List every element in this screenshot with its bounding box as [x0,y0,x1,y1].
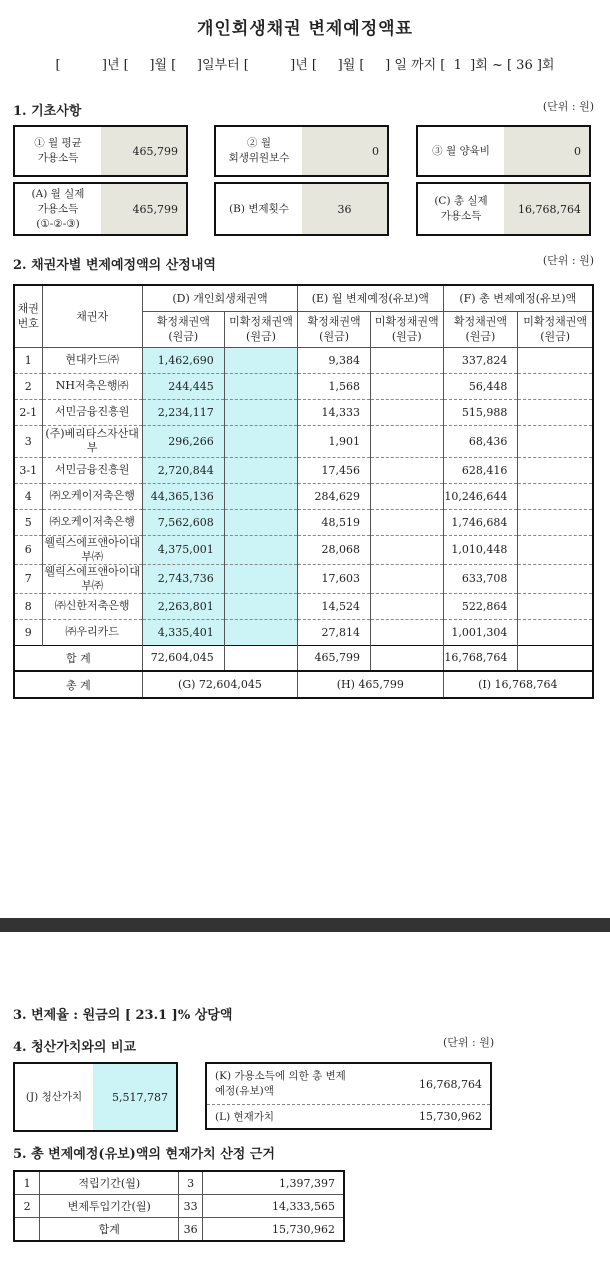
d-unconfirmed [224,347,297,373]
trustee-fee-label: ② 월 회생위원보수 [228,137,290,164]
e-confirmed: 284,629 [298,483,371,509]
d-unconfirmed [224,535,297,564]
total-income-value: 16,768,764 [504,184,589,234]
payment-count-value: 36 [302,184,387,234]
page-title: 개인회생채권 변제예정액표 [197,19,413,39]
box-total-income [416,182,591,236]
col-header-f-unconfirmed: 미확정채권액 (원금) [518,311,593,347]
pv-months: 3 [179,1171,203,1195]
creditor-name: 웰릭스에프앤아이대 부㈜ [42,535,142,564]
l-value: 15,730,962 [419,1110,482,1123]
box-avg-income [13,125,188,177]
f-unconfirmed [518,619,593,645]
f-confirmed: 337,824 [443,347,518,373]
creditor-name: 웰릭스에프앤아이대 부㈜ [42,564,142,593]
col-header-e-unconfirmed: 미확정채권액 (원금) [371,311,444,347]
d-unconfirmed [224,373,297,399]
f-unconfirmed [518,399,593,425]
creditor-name: ㈜우리카드 [42,619,142,645]
f-unconfirmed [518,535,593,564]
e-confirmed: 17,603 [298,564,371,593]
section1-unit: (단위 : 원) [542,100,594,113]
e-unconfirmed [371,347,444,373]
e-unconfirmed [371,399,444,425]
creditor-no: 2 [14,373,42,399]
e-unconfirmed [371,593,444,619]
col-header-f: (F) 총 변제예정(유보)액 [443,285,593,311]
pv-label: 적립기간(월) [40,1171,179,1195]
e-confirmed: 14,333 [298,399,371,425]
creditor-no: 9 [14,619,42,645]
section5-title: 5. 총 변제예정(유보)액의 현재가치 산정 근거 [13,1147,275,1162]
pv-amount: 1,397,397 [203,1171,344,1195]
avg-income-value: 465,799 [101,127,186,175]
total-e: 465,799 [298,645,371,671]
f-unconfirmed [518,373,593,399]
e-unconfirmed [371,373,444,399]
total-f: 16,768,764 [443,645,518,671]
box-trustee-fee [214,125,389,177]
col-header-d-confirmed: 확정채권액 (원금) [142,311,224,347]
k-label: (K) 가용소득에 의한 총 변제 예정(유보)액 [215,1070,346,1097]
f-confirmed: 633,708 [443,564,518,593]
f-confirmed: 628,416 [443,457,518,483]
d-confirmed: 296,266 [142,425,224,457]
e-confirmed: 14,524 [298,593,371,619]
d-unconfirmed [224,619,297,645]
d-unconfirmed [224,457,297,483]
pv-row [14,1218,344,1242]
creditor-name: ㈜신한저축은행 [42,593,142,619]
col-header-no: 채권 번호 [14,285,42,347]
pv-row [14,1195,344,1218]
creditor-no: 6 [14,535,42,564]
total-income-label: (C) 총 실제 가용소득 [434,195,488,222]
f-confirmed: 68,436 [443,425,518,457]
pv-months: 36 [179,1218,203,1242]
creditor-no: 3 [14,425,42,457]
l-label: (L) 현재가치 [215,1111,275,1123]
col-header-d: (D) 개인회생채권액 [142,285,297,311]
creditor-row [14,619,593,645]
col-header-d-unconfirmed: 미확정채권액 (원금) [224,311,297,347]
f-confirmed: 1,746,684 [443,509,518,535]
real-income-label: (A) 월 실제 가용소득 (①-②-③) [31,187,85,230]
avg-income-label: ① 월 평균 가용소득 [34,137,82,164]
box-liquidation-value [13,1062,178,1132]
real-income-value: 465,799 [101,184,186,234]
d-unconfirmed [224,425,297,457]
creditor-row [14,457,593,483]
total-label: 합 계 [14,645,142,671]
d-confirmed: 2,743,736 [142,564,224,593]
grand-total-label: 총 계 [14,671,142,698]
e-confirmed: 27,814 [298,619,371,645]
grand-total-g: (G) 72,604,045 [142,671,297,698]
box-real-income [13,182,188,236]
box-child-support [416,125,591,177]
box-payment-count [214,182,389,236]
creditor-no: 3-1 [14,457,42,483]
f-confirmed: 1,010,448 [443,535,518,564]
e-confirmed: 1,568 [298,373,371,399]
grand-total-i: (I) 16,768,764 [443,671,593,698]
creditor-no: 8 [14,593,42,619]
creditor-name: 서민금융진흥원 [42,399,142,425]
grand-total-h: (H) 465,799 [298,671,443,698]
d-unconfirmed [224,593,297,619]
d-unconfirmed [224,509,297,535]
pv-no: 2 [14,1195,40,1218]
creditor-name: 서민금융진흥원 [42,457,142,483]
payment-period: [ ]년 [ ]월 [ ]일부터 [ ]년 [ ]월 [ ] 일 까지 [ 1 ]회 ~ [ 36 ]회 [55,58,555,73]
f-unconfirmed [518,425,593,457]
creditor-row [14,425,593,457]
creditor-row [14,593,593,619]
section4-unit: (단위 : 원) [443,1036,495,1049]
pv-row [14,1171,344,1195]
creditor-name: NH저축은행㈜ [42,373,142,399]
e-unconfirmed [371,564,444,593]
e-confirmed: 48,519 [298,509,371,535]
d-unconfirmed [224,483,297,509]
pv-amount: 15,730,962 [203,1218,344,1242]
f-unconfirmed [518,593,593,619]
creditor-row [14,564,593,593]
d-confirmed: 7,562,608 [142,509,224,535]
liquidation-label: (J) 청산가치 [25,1090,83,1103]
pv-months: 33 [179,1195,203,1218]
pv-amount: 14,333,565 [203,1195,344,1218]
d-unconfirmed [224,399,297,425]
creditor-row [14,347,593,373]
e-confirmed: 28,068 [298,535,371,564]
creditor-no: 1 [14,347,42,373]
creditor-row [14,535,593,564]
f-confirmed: 56,448 [443,373,518,399]
creditor-no: 4 [14,483,42,509]
child-support-label: ③ 월 양육비 [432,144,490,157]
col-header-e-confirmed: 확정채권액 (원금) [298,311,371,347]
d-confirmed: 2,263,801 [142,593,224,619]
pv-label: 변제투입기간(월) [40,1195,179,1218]
section3-title: 3. 변제율 : 원금의 [ 23.1 ]% 상당액 [13,1008,233,1023]
col-header-e: (E) 월 변제예정(유보)액 [298,285,443,311]
f-confirmed: 515,988 [443,399,518,425]
section4-title: 4. 청산가치와의 비교 [13,1040,137,1055]
section2-unit: (단위 : 원) [542,254,594,267]
page-separator [0,918,610,932]
liquidation-value: 5,517,787 [93,1064,176,1130]
e-unconfirmed [371,535,444,564]
payment-count-label: (B) 변제횟수 [229,202,289,215]
creditor-table [13,284,594,699]
pv-label: 합계 [40,1218,179,1242]
f-confirmed: 10,246,644 [443,483,518,509]
f-confirmed: 1,001,304 [443,619,518,645]
d-confirmed: 4,375,001 [142,535,224,564]
present-value-table [13,1170,345,1242]
f-unconfirmed [518,509,593,535]
creditor-row [14,509,593,535]
f-confirmed: 522,864 [443,593,518,619]
e-confirmed: 17,456 [298,457,371,483]
creditor-name: ㈜오케이저축은행 [42,483,142,509]
e-unconfirmed [371,425,444,457]
e-unconfirmed [371,619,444,645]
f-unconfirmed [518,457,593,483]
col-header-f-confirmed: 확정채권액 (원금) [443,311,518,347]
col-header-creditor: 채권자 [42,285,142,347]
creditor-name: 현대카드㈜ [42,347,142,373]
section2-title: 2. 채권자별 변제예정액의 산정내역 [13,258,216,273]
creditor-no: 2-1 [14,399,42,425]
e-unconfirmed [371,509,444,535]
f-unconfirmed [518,347,593,373]
creditor-name: (주)베리타스자산대 부 [42,425,142,457]
d-confirmed: 4,335,401 [142,619,224,645]
e-unconfirmed [371,483,444,509]
d-unconfirmed [224,564,297,593]
e-confirmed: 1,901 [298,425,371,457]
d-confirmed: 2,234,117 [142,399,224,425]
comparison-box [205,1062,492,1130]
d-confirmed: 1,462,690 [142,347,224,373]
d-confirmed: 244,445 [142,373,224,399]
creditor-row [14,483,593,509]
d-confirmed: 2,720,844 [142,457,224,483]
pv-no [14,1218,40,1242]
k-value: 16,768,764 [419,1077,482,1091]
trustee-fee-value: 0 [302,127,387,175]
e-unconfirmed [371,457,444,483]
creditor-row [14,373,593,399]
child-support-value: 0 [504,127,589,175]
creditor-no: 5 [14,509,42,535]
f-unconfirmed [518,564,593,593]
total-d: 72,604,045 [142,645,224,671]
creditor-no: 7 [14,564,42,593]
creditor-row [14,399,593,425]
pv-no: 1 [14,1171,40,1195]
creditor-name: ㈜오케이저축은행 [42,509,142,535]
e-confirmed: 9,384 [298,347,371,373]
d-confirmed: 44,365,136 [142,483,224,509]
f-unconfirmed [518,483,593,509]
section1-title: 1. 기초사항 [13,104,82,119]
